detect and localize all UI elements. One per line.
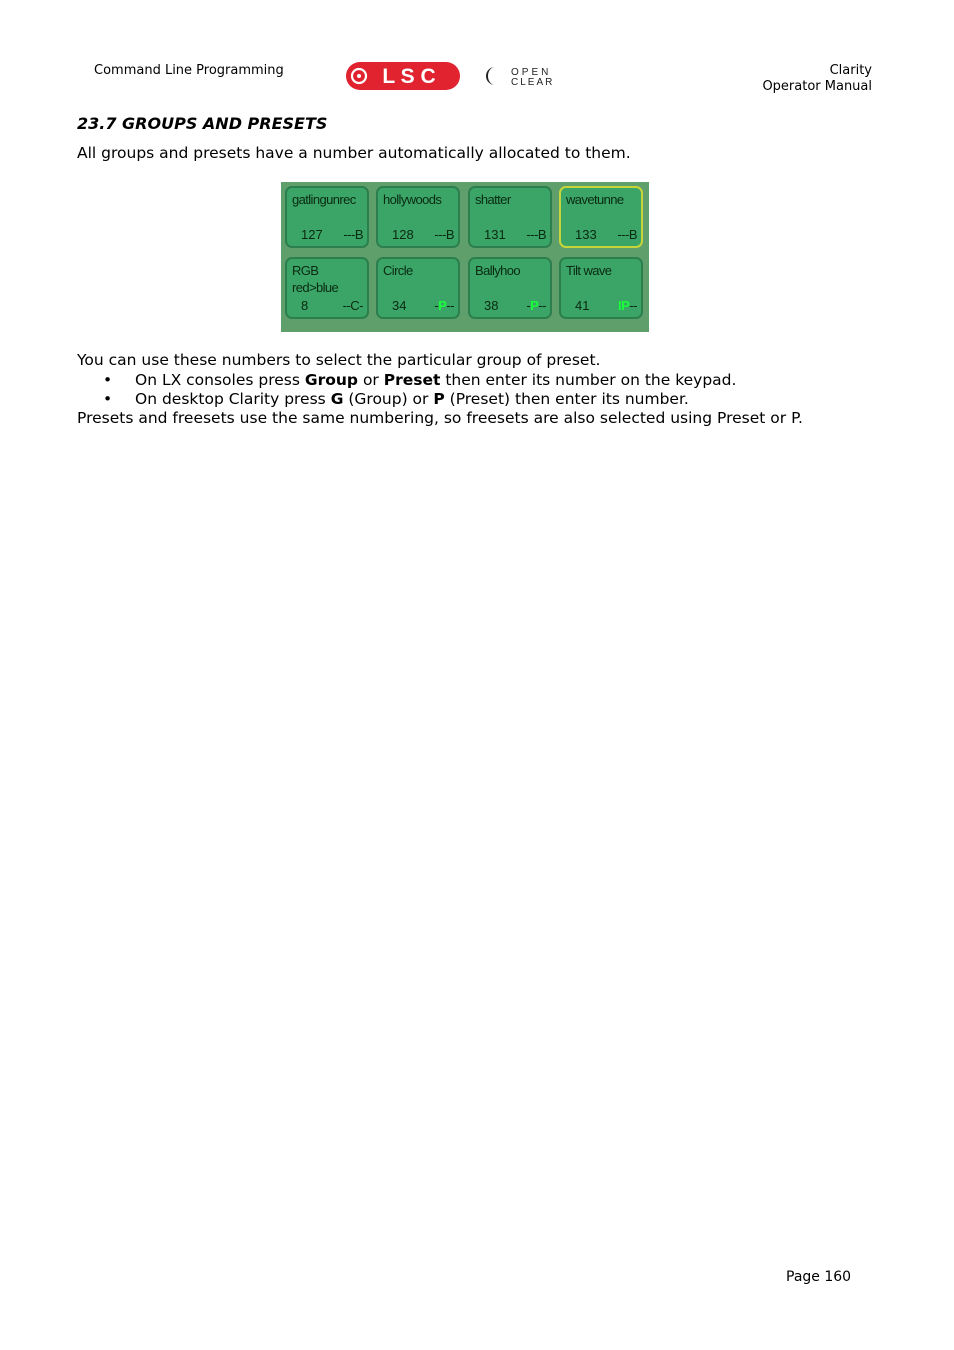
group-tile[interactable] — [285, 186, 369, 248]
tile-number: 34 — [392, 298, 407, 313]
section-title: 23.7 GROUPS AND PRESETS — [77, 114, 328, 133]
tile-name: Tilt wave — [566, 263, 612, 278]
lsc-logo-text: L S C — [382, 65, 436, 88]
lsc-logo — [345, 61, 461, 91]
bullet-dot-icon: • — [103, 390, 113, 408]
tile-number: 41 — [575, 298, 590, 313]
header-product: Clarity — [829, 63, 872, 78]
body-paragraph: You can use these numbers to select the particular group of preset. — [77, 351, 601, 369]
tile-name: gatlingunrec — [292, 192, 356, 207]
group-tile[interactable] — [376, 186, 460, 248]
tile-type-code: IP-- — [618, 298, 637, 313]
tile-number: 8 — [301, 298, 309, 313]
tile-name: RGB red>blue — [292, 263, 339, 295]
bullet-dot-icon: • — [103, 371, 113, 389]
tile-name: hollywoods — [383, 192, 442, 207]
page-number: Page 160 — [786, 1269, 852, 1285]
openclear-logo — [481, 64, 579, 88]
openclear-logo-line1: OPEN — [511, 67, 552, 78]
tile-name: Ballyhoo — [475, 263, 521, 278]
tile-type-code: -P-- — [434, 298, 454, 313]
tile-number: 131 — [484, 227, 506, 242]
tile-name: shatter — [475, 192, 511, 207]
tile-type-code: ---B — [526, 227, 546, 242]
tile-type-code: ---B — [343, 227, 363, 242]
preset-tile[interactable] — [559, 257, 643, 319]
tile-type-code: ---B — [434, 227, 454, 242]
tile-number: 128 — [392, 227, 414, 242]
tile-type-code: -P-- — [526, 298, 546, 313]
tile-number: 133 — [575, 227, 597, 242]
header-right — [762, 63, 872, 95]
group-tile[interactable] — [468, 186, 552, 248]
preset-tile[interactable] — [285, 257, 369, 319]
intro-paragraph: All groups and presets have a number automatically allocated to them. — [77, 144, 631, 162]
preset-tile[interactable] — [376, 257, 460, 319]
body-paragraph: Presets and freesets use the same numbering, so freesets are also selected using Preset or P. — [77, 409, 803, 427]
tile-name: wavetunne — [566, 192, 624, 207]
bullet-item: • On desktop Clarity press G (Group) or P (Preset) then enter its number. — [103, 390, 689, 408]
tile-number: 38 — [484, 298, 499, 313]
tile-type-code: --C- — [342, 298, 363, 313]
bullet-item: • On LX consoles press Group or Preset then enter its number on the keypad. — [103, 371, 737, 389]
group-tile-selected[interactable] — [559, 186, 643, 248]
tile-number: 127 — [301, 227, 323, 242]
header-manual: Operator Manual — [762, 79, 872, 94]
tile-name: Circle — [383, 263, 413, 278]
openclear-logo-line2: CLEAR — [511, 77, 555, 88]
bullet-list — [77, 371, 736, 409]
groups-presets-screenshot — [281, 182, 649, 332]
header-left: Command Line Programming — [94, 63, 284, 78]
preset-tile[interactable] — [468, 257, 552, 319]
tile-type-code: ---B — [617, 227, 637, 242]
